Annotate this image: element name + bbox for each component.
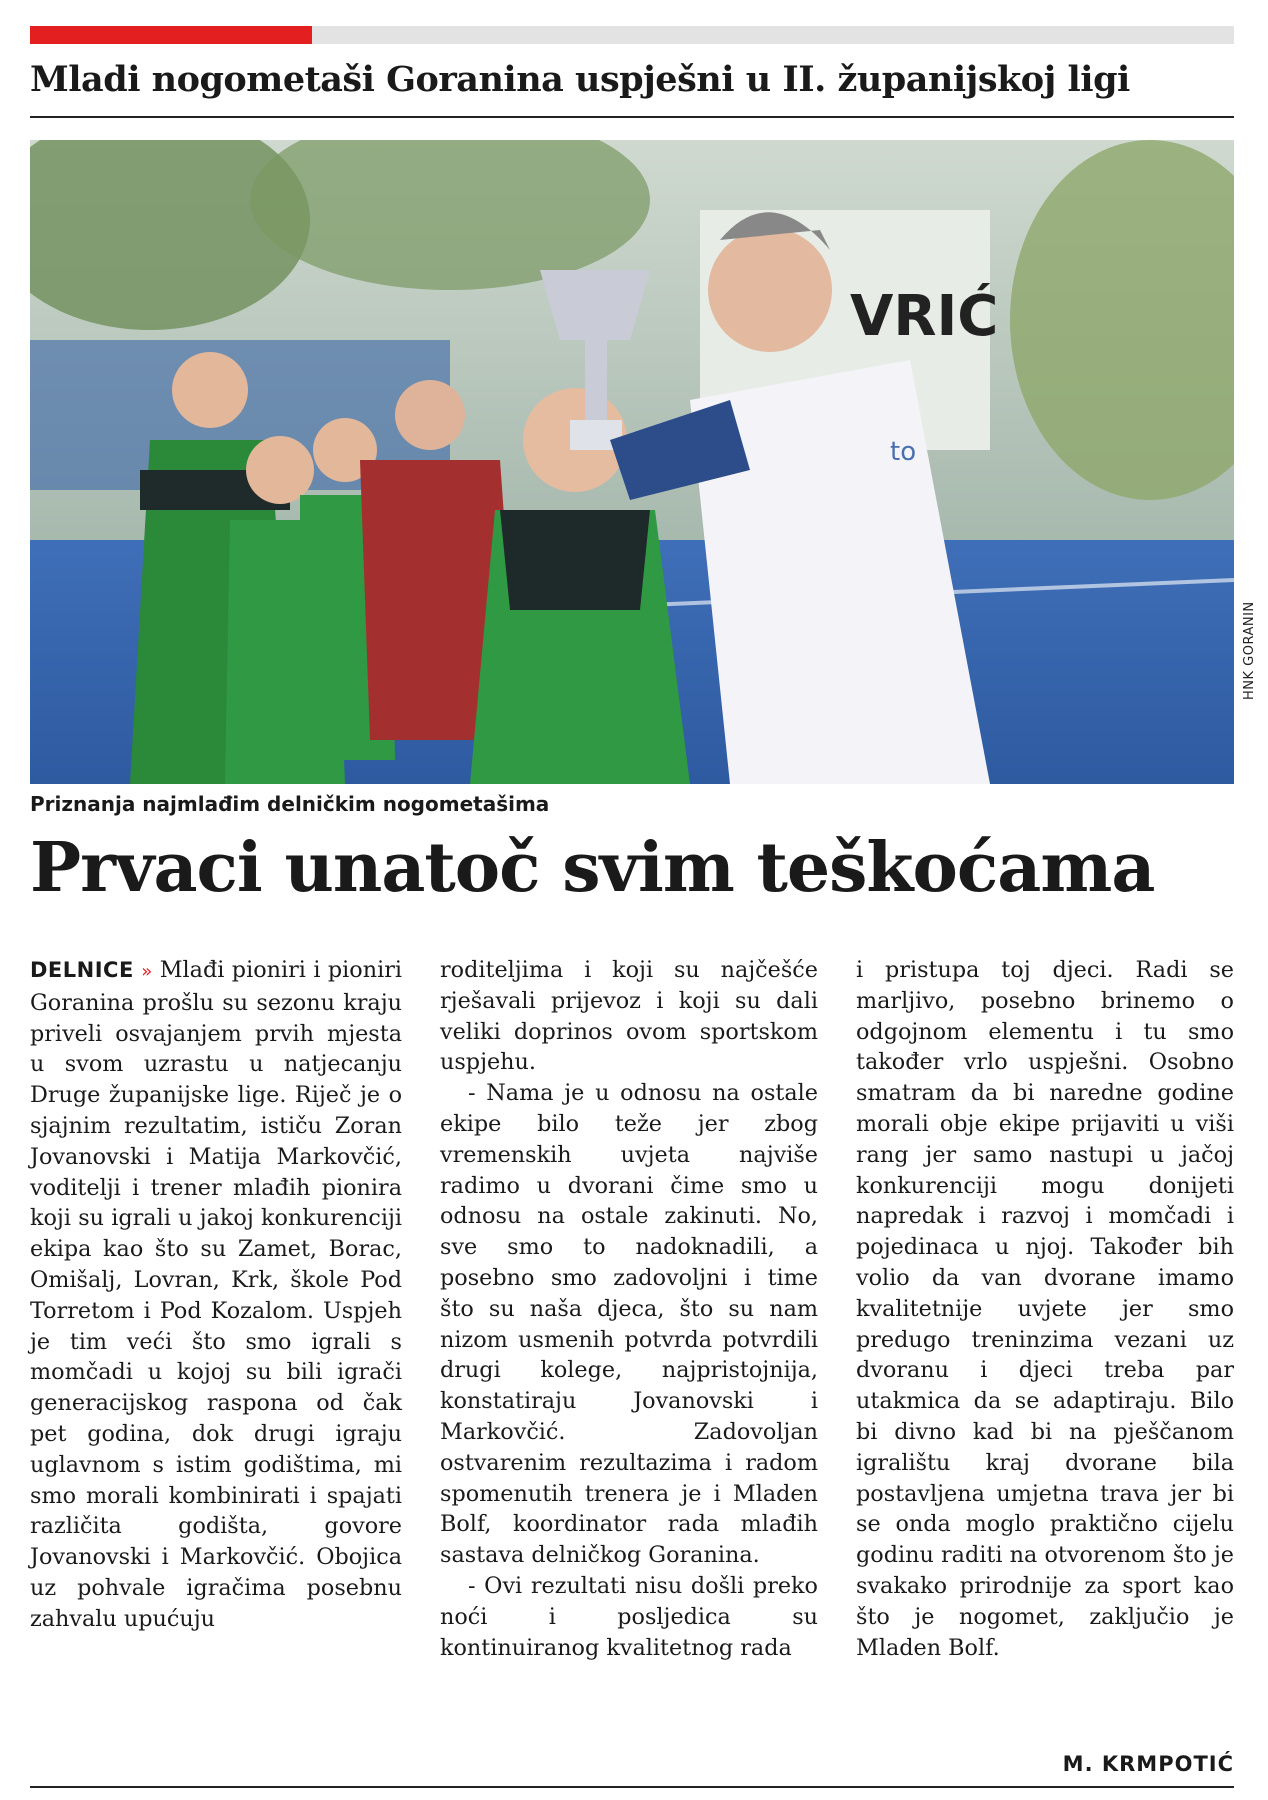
column-3-text: i pristupa toj djeci. Radi se marljivo, posebno brinemo o odgojnom elementu i tu smo također vrlo uspješni. Osobno smatram da bi naredne godine morali obje ekipe prijaviti u viši rang jer samo nastupi u jačoj konkurenciji mogu donijeti napredak i razvoj i momčadi i pojedinaca u njoj. Također bih volio da van dvorane imamo kvalitetnije uvjete jer smo predugo treninzima vezani uz dvoranu i djeci treba par utakmica da se adaptiraju. Bilo bi divno kad bi na pješčanom igralištu kraj dvorane bila postavljena umjetna trava jer bi se onda moglo praktično cijelu godinu raditi na otvorenom što je svakako prirodnije za sport kao što je nogomet, zaključio je Mladen Bolf. bbox=[856, 957, 1234, 1661]
dateline-arrows-icon: » bbox=[141, 961, 153, 982]
article-column-1 bbox=[30, 955, 402, 1635]
article-column-2 bbox=[440, 955, 818, 1663]
kicker-divider bbox=[30, 116, 1234, 118]
bottom-divider bbox=[30, 1786, 1234, 1788]
kicker-headline: Mladi nogometaši Goranina uspješni u II. županijskoj ligi bbox=[30, 59, 1130, 100]
author-byline: M. KRMPOTIĆ bbox=[1062, 1752, 1234, 1776]
article-photo bbox=[30, 140, 1234, 784]
photo-illustration bbox=[30, 140, 1234, 784]
dateline: DELNICE bbox=[30, 958, 134, 982]
banner-text: VRIĆ bbox=[850, 284, 999, 349]
photo-credit: HNK GORANIN bbox=[1242, 601, 1257, 700]
column-1-text: Mlađi pioniri i pioniri Goranina prošlu su sezonu kraju priveli osvajanjem prvih mjesta u svom uzrastu u natjecanju Druge županijske lige. Riječ je o sjajnim rezultatim, ističu Zoran Jovanovski i Matija Markovčić, voditelji i trener mlađih pionira koji su igrali u jakoj konkurenciji ekipa kao što su Zamet, Borac, Omišalj, Lovran, Krk, škole Pod Torretom i Pod Kozalom. Uspjeh je tim veći što smo igrali s momčadi u kojoj su bili igrači generacijskog raspona od čak pet godina, dok drugi igraju uglavnom s istim godištima, mi smo morali kombinirati i spajati različita godišta, govore Jovanovski i Markovčić. Obojica uz pohvale igračima posebnu zahvalu upućuju bbox=[30, 957, 402, 1632]
column-2-paragraph-3: - Ovi rezultati nisu došli preko noći i posljedica su kontinuiranog kvalitetnog rada bbox=[440, 1572, 818, 1661]
shirt-text: to bbox=[890, 437, 917, 467]
headline: Prvaci unatoč svim teškoćama bbox=[30, 828, 1155, 908]
top-color-bar bbox=[30, 26, 1234, 44]
red-accent-bar bbox=[30, 26, 312, 44]
photo-caption: Priznanja najmlađim delničkim nogometašima bbox=[30, 792, 550, 816]
column-2-paragraph-1: roditeljima i koji su najčešće rješavali prijevoz i koji su dali veliki doprinos ovom sportskom uspjehu. bbox=[440, 957, 818, 1076]
article-column-3 bbox=[856, 955, 1234, 1663]
column-2-paragraph-2: - Nama je u odnosu na ostale ekipe bilo teže jer zbog vremenskih uvjeta najviše radimo u dvorani čime smo u odnosu na ostale zakinuti. No, sve smo to nadoknadili, a posebno smo zadovoljni i time što su naša djeca, što su nam nizom usmenih potvrda potvrdili drugi kolege, najpristojnija, konstatiraju Jovanovski i Markovčić. Zadovoljan ostvarenim rezultazima i radom spomenutih trenera je i Mladen Bolf, koordinator rada mlađih sastava delničkog Goranina. bbox=[440, 1080, 818, 1569]
